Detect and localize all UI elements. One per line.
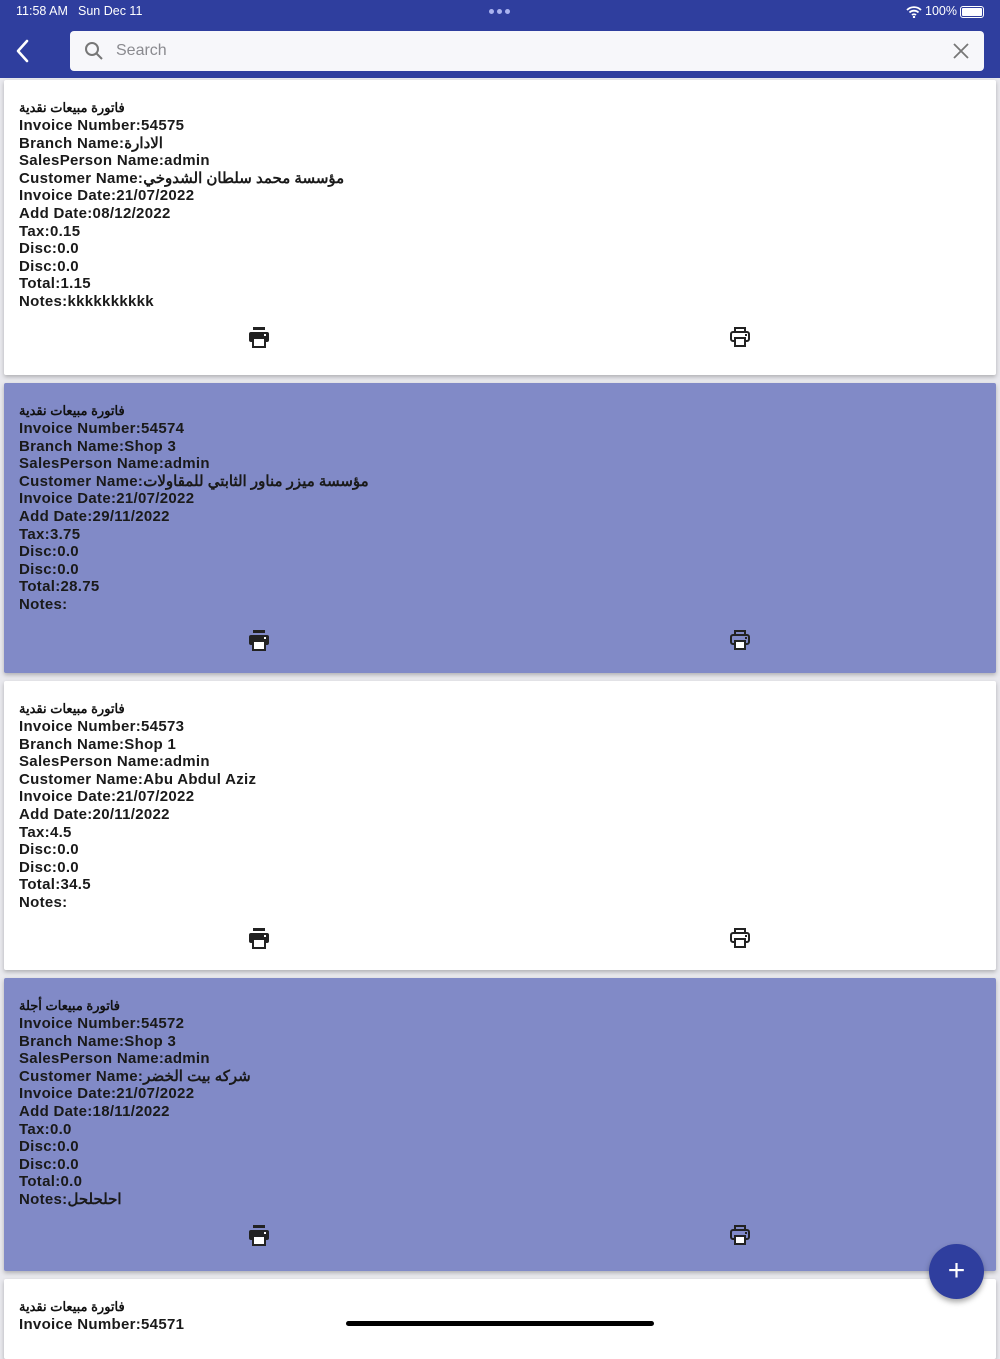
field-label: Add Date: xyxy=(19,507,93,525)
field-label: Invoice Number: xyxy=(19,1015,142,1032)
invoice-field-number xyxy=(19,420,981,438)
field-value: Abu Abdul Aziz xyxy=(143,770,257,788)
field-value: 0.0 xyxy=(57,257,79,275)
field-label: Add Date: xyxy=(19,1102,93,1120)
field-label: Disc: xyxy=(19,858,58,876)
print-actions xyxy=(4,926,996,950)
search-input[interactable] xyxy=(116,31,936,71)
print-outline-icon[interactable] xyxy=(728,628,752,652)
field-value: Shop 1 xyxy=(124,735,177,753)
field-value: 29/11/2022 xyxy=(92,507,170,525)
back-button[interactable] xyxy=(12,38,36,64)
invoice-field-disc1 xyxy=(19,543,981,561)
invoice-field-branch xyxy=(19,135,981,153)
search-icon xyxy=(84,41,104,61)
field-value: الادارة xyxy=(124,134,163,152)
field-value: 21/07/2022 xyxy=(116,187,195,205)
field-value: 28.75 xyxy=(60,578,100,596)
print-outline-icon[interactable] xyxy=(728,926,752,950)
field-value: 0.0 xyxy=(49,1120,72,1138)
field-label: Disc: xyxy=(19,257,58,275)
invoice-card[interactable] xyxy=(4,978,996,1271)
invoice-field-salesperson xyxy=(19,753,981,771)
print-icon[interactable] xyxy=(247,325,271,349)
invoice-field-disc2 xyxy=(19,561,981,579)
field-label: Notes: xyxy=(19,595,68,613)
field-label: Branch Name: xyxy=(19,134,125,152)
field-label: Branch Name: xyxy=(19,1032,125,1050)
field-label: Invoice Date: xyxy=(19,1085,117,1103)
field-value: admin xyxy=(164,152,210,170)
invoice-field-disc1 xyxy=(19,1138,981,1156)
field-value: 0.0 xyxy=(57,240,79,258)
invoice-field-total xyxy=(19,1173,981,1191)
invoice-field-invoice_date xyxy=(19,1085,981,1103)
field-label: Customer Name: xyxy=(19,770,144,788)
status-date: Sun Dec 11 xyxy=(78,4,143,18)
field-value: شركه بيت الخضر xyxy=(143,1067,251,1085)
invoice-field-disc2 xyxy=(19,258,981,276)
field-value: admin xyxy=(164,455,210,473)
field-value: 08/12/2022 xyxy=(92,204,171,222)
field-value: 54575 xyxy=(141,117,185,134)
invoice-field-invoice_date xyxy=(19,490,981,508)
print-actions xyxy=(4,325,996,349)
invoice-field-tax xyxy=(19,1121,981,1139)
invoice-field-customer xyxy=(19,170,981,188)
field-label: Total: xyxy=(19,876,61,894)
invoice-field-tax xyxy=(19,223,981,241)
field-value: 0.15 xyxy=(49,222,81,240)
field-value: 18/11/2022 xyxy=(92,1102,170,1120)
field-label: Invoice Number: xyxy=(19,420,142,437)
field-label: Tax: xyxy=(19,1120,50,1138)
field-label: Add Date: xyxy=(19,805,93,823)
field-value: 21/07/2022 xyxy=(116,788,195,806)
invoice-field-notes xyxy=(19,293,981,311)
field-label: Disc: xyxy=(19,560,58,578)
invoice-field-number xyxy=(19,1015,981,1033)
field-label: Tax: xyxy=(19,222,50,240)
field-label: Invoice Date: xyxy=(19,490,117,508)
print-actions xyxy=(4,1223,996,1247)
status-time: 11:58 AM xyxy=(16,4,68,18)
invoice-field-tax xyxy=(19,824,981,842)
field-value: Shop 3 xyxy=(124,437,177,455)
field-value: 0.0 xyxy=(57,841,79,859)
field-value: 0.0 xyxy=(57,1155,79,1173)
wifi-icon xyxy=(906,6,922,18)
invoice-field-invoice_date xyxy=(19,187,981,205)
field-label: SalesPerson Name: xyxy=(19,455,165,473)
field-value: admin xyxy=(164,1050,210,1068)
field-label: Disc: xyxy=(19,1138,58,1156)
invoice-field-customer xyxy=(19,473,981,491)
invoice-field-disc1 xyxy=(19,240,981,258)
invoice-type: فاتورة مبيعات نقدية xyxy=(19,403,125,418)
invoice-field-disc1 xyxy=(19,841,981,859)
field-label: Invoice Number: xyxy=(19,117,142,134)
invoice-field-total xyxy=(19,275,981,293)
invoice-field-number xyxy=(19,117,981,135)
invoice-type: فاتورة مبيعات نقدية xyxy=(19,100,125,115)
field-label: Total: xyxy=(19,578,61,596)
field-value: مؤسسة ميزر مناور الثابتي للمقاولات xyxy=(143,472,369,490)
field-value: 0.0 xyxy=(57,543,79,561)
invoice-field-salesperson xyxy=(19,152,981,170)
print-icon[interactable] xyxy=(247,1223,271,1247)
invoice-card[interactable] xyxy=(4,681,996,970)
field-value: 54571 xyxy=(141,1316,185,1333)
field-value: 0.0 xyxy=(57,858,79,876)
field-value: 21/07/2022 xyxy=(116,490,195,508)
field-value: 0.0 xyxy=(57,560,79,578)
field-value: kkkkkkkkkk xyxy=(67,292,154,310)
field-label: Tax: xyxy=(19,823,50,841)
field-label: Notes: xyxy=(19,893,68,911)
invoice-field-add_date xyxy=(19,205,981,223)
print-outline-icon[interactable] xyxy=(728,325,752,349)
field-value: 3.75 xyxy=(49,525,81,543)
field-label: Total: xyxy=(19,275,61,293)
field-label: Customer Name: xyxy=(19,169,144,187)
invoice-field-branch xyxy=(19,438,981,456)
field-label: Branch Name: xyxy=(19,437,125,455)
field-label: Invoice Number: xyxy=(19,718,142,735)
field-label: SalesPerson Name: xyxy=(19,1050,165,1068)
search-bar xyxy=(70,31,984,71)
field-label: Add Date: xyxy=(19,204,93,222)
invoice-type: فاتورة مبيعات نقدية xyxy=(19,701,125,716)
print-icon[interactable] xyxy=(247,628,271,652)
field-label: Invoice Date: xyxy=(19,788,117,806)
print-outline-icon[interactable] xyxy=(728,1223,752,1247)
print-actions xyxy=(4,628,996,652)
field-value: 21/07/2022 xyxy=(116,1085,195,1103)
invoice-field-disc2 xyxy=(19,859,981,877)
invoice-field-salesperson xyxy=(19,1050,981,1068)
invoice-field-total xyxy=(19,876,981,894)
field-value: 54573 xyxy=(141,718,185,735)
clear-search-icon[interactable] xyxy=(952,42,970,60)
multitask-dots-icon[interactable] xyxy=(489,9,510,14)
battery-percent: 100% xyxy=(925,4,957,18)
invoice-field-notes xyxy=(19,894,981,912)
field-value: احلحلحل xyxy=(67,1190,122,1208)
app-header xyxy=(0,0,1000,78)
field-label: Notes: xyxy=(19,1190,68,1208)
invoice-field-total xyxy=(19,578,981,596)
field-label: SalesPerson Name: xyxy=(19,753,165,771)
print-icon[interactable] xyxy=(247,926,271,950)
field-label: Invoice Date: xyxy=(19,187,117,205)
invoice-field-invoice_date xyxy=(19,788,981,806)
field-label: Notes: xyxy=(19,292,68,310)
invoice-field-branch xyxy=(19,736,981,754)
field-value: 34.5 xyxy=(60,876,91,894)
battery-icon xyxy=(960,6,984,18)
field-label: Total: xyxy=(19,1173,61,1191)
field-value: 1.15 xyxy=(60,275,91,293)
field-label: Disc: xyxy=(19,240,58,258)
invoice-field-salesperson xyxy=(19,455,981,473)
invoice-field-customer xyxy=(19,1068,981,1086)
invoice-field-branch xyxy=(19,1033,981,1051)
field-label: Disc: xyxy=(19,543,58,561)
invoice-field-disc2 xyxy=(19,1156,981,1174)
field-value: admin xyxy=(164,753,210,771)
invoice-field-add_date xyxy=(19,508,981,526)
invoice-field-customer xyxy=(19,771,981,789)
invoice-card[interactable] xyxy=(4,1279,996,1359)
invoice-field-number xyxy=(19,718,981,736)
home-indicator xyxy=(346,1321,654,1326)
field-value: 0.0 xyxy=(60,1173,83,1191)
field-value: 54572 xyxy=(141,1015,185,1032)
invoice-field-tax xyxy=(19,526,981,544)
field-value: 0.0 xyxy=(57,1138,79,1156)
invoice-card[interactable] xyxy=(4,383,996,673)
field-label: Branch Name: xyxy=(19,735,125,753)
add-invoice-button[interactable]: + xyxy=(929,1244,984,1299)
field-value: مؤسسة محمد سلطان الشدوخي xyxy=(143,169,345,187)
invoice-field-notes xyxy=(19,1191,981,1209)
invoice-card[interactable] xyxy=(4,80,996,375)
field-value: 20/11/2022 xyxy=(92,805,170,823)
invoice-type: فاتورة مبيعات أجلة xyxy=(19,998,121,1013)
field-label: SalesPerson Name: xyxy=(19,152,165,170)
invoice-field-add_date xyxy=(19,806,981,824)
invoice-type: فاتورة مبيعات نقدية xyxy=(19,1299,125,1314)
invoice-field-notes xyxy=(19,596,981,614)
invoice-field-add_date xyxy=(19,1103,981,1121)
field-value: Shop 3 xyxy=(124,1032,177,1050)
field-label: Invoice Number: xyxy=(19,1316,142,1333)
field-label: Customer Name: xyxy=(19,1067,144,1085)
field-value: 54574 xyxy=(141,420,185,437)
field-value: 4.5 xyxy=(49,823,72,841)
field-label: Disc: xyxy=(19,841,58,859)
field-label: Tax: xyxy=(19,525,50,543)
field-label: Customer Name: xyxy=(19,472,144,490)
field-label: Disc: xyxy=(19,1155,58,1173)
